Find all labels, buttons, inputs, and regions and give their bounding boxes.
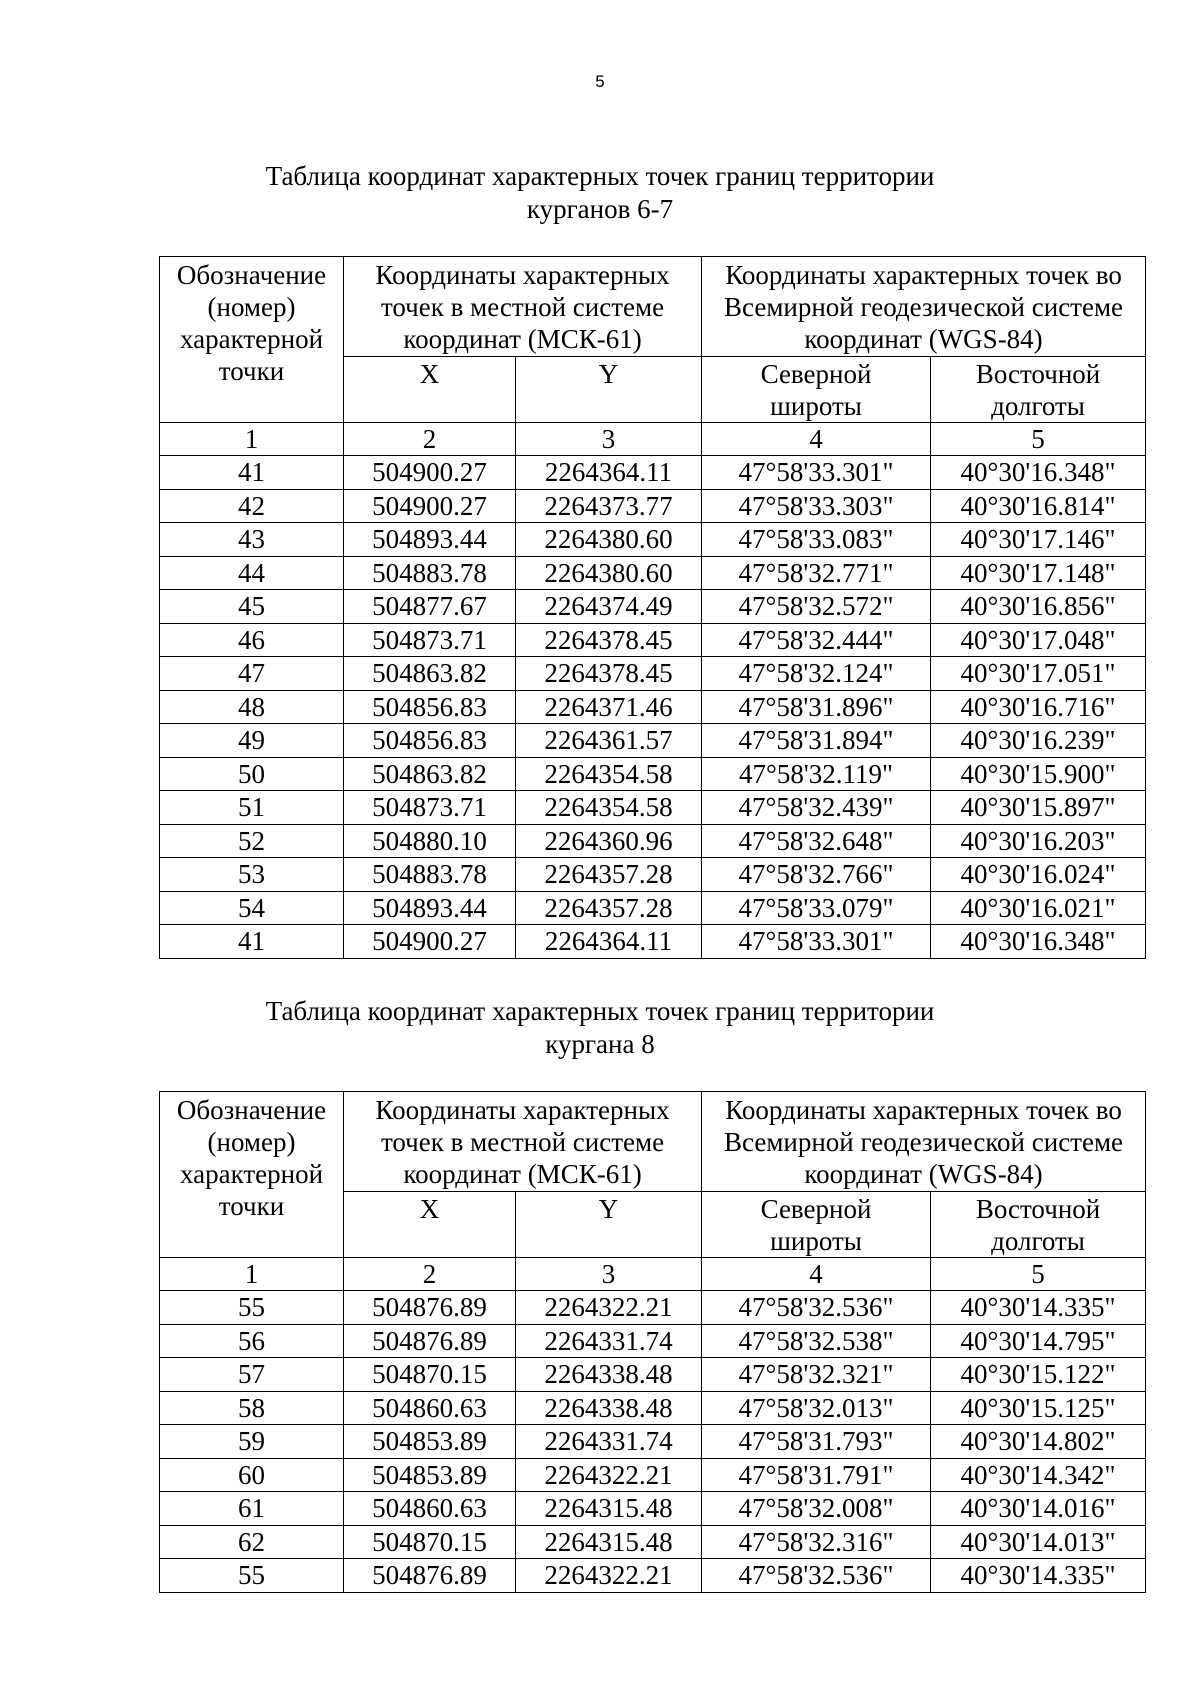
x-coordinate: 504870.15 [344,1358,516,1392]
column-number: 3 [516,1258,702,1291]
table-row [160,1525,1146,1559]
longitude: 40°30'16.239" [931,724,1146,758]
caption-line: кургана 8 [545,1029,655,1059]
longitude: 40°30'15.125" [931,1391,1146,1425]
y-coordinate: 2264322.21 [516,1291,702,1325]
y-coordinate: 2264360.96 [516,824,702,858]
caption-line: Таблица координат характерных точек границ территории [265,161,935,191]
page-number: 5 [595,72,605,91]
table-row [160,858,1146,892]
x-coordinate: 504856.83 [344,690,516,724]
longitude: 40°30'14.013" [931,1525,1146,1559]
longitude: 40°30'16.021" [931,891,1146,925]
longitude: 40°30'17.146" [931,523,1146,557]
x-coordinate: 504880.10 [344,824,516,858]
longitude: 40°30'16.856" [931,590,1146,624]
table-row [160,925,1146,959]
latitude: 47°58'32.013" [702,1391,931,1425]
y-coordinate: 2264357.28 [516,858,702,892]
y-coordinate: 2264354.58 [516,757,702,791]
longitude: 40°30'14.342" [931,1458,1146,1492]
table-row [160,1291,1146,1325]
caption-line: Таблица координат характерных точек границ территории [265,996,935,1026]
point-number: 46 [160,623,344,657]
header-latitude: Северной широты [702,357,931,423]
point-number: 61 [160,1492,344,1526]
column-number-row [160,423,1146,456]
table-row [160,1458,1146,1492]
table-caption [0,160,1200,226]
longitude: 40°30'16.814" [931,489,1146,523]
point-number: 45 [160,590,344,624]
longitude: 40°30'17.048" [931,623,1146,657]
longitude: 40°30'15.897" [931,791,1146,825]
table-row [160,523,1146,557]
column-number: 2 [344,423,516,456]
longitude: 40°30'16.348" [931,456,1146,490]
longitude: 40°30'15.900" [931,757,1146,791]
y-coordinate: 2264322.21 [516,1559,702,1593]
table-row [160,623,1146,657]
table-row [160,556,1146,590]
y-coordinate: 2264378.45 [516,657,702,691]
coordinates-table [159,256,1146,959]
header-latitude: Северной широты [702,1192,931,1258]
point-number: 50 [160,757,344,791]
x-coordinate: 504873.71 [344,791,516,825]
longitude: 40°30'14.795" [931,1324,1146,1358]
y-coordinate: 2264322.21 [516,1458,702,1492]
latitude: 47°58'33.083" [702,523,931,557]
x-coordinate: 504893.44 [344,523,516,557]
latitude: 47°58'33.303" [702,489,931,523]
y-coordinate: 2264364.11 [516,925,702,959]
table-body [160,1258,1146,1593]
table-row [160,489,1146,523]
x-coordinate: 504900.27 [344,456,516,490]
x-coordinate: 504876.89 [344,1291,516,1325]
header-point-designation: Обозначение (номер) характерной точки [160,1092,344,1258]
latitude: 47°58'32.538" [702,1324,931,1358]
longitude: 40°30'16.203" [931,824,1146,858]
point-number: 59 [160,1425,344,1459]
table-row [160,456,1146,490]
longitude: 40°30'14.335" [931,1559,1146,1593]
table-row [160,1425,1146,1459]
x-coordinate: 504893.44 [344,891,516,925]
latitude: 47°58'32.572" [702,590,931,624]
point-number: 53 [160,858,344,892]
header-x: X [344,1192,516,1258]
latitude: 47°58'31.894" [702,724,931,758]
y-coordinate: 2264373.77 [516,489,702,523]
point-number: 52 [160,824,344,858]
table-row [160,657,1146,691]
table-row [160,690,1146,724]
x-coordinate: 504860.63 [344,1492,516,1526]
column-number: 5 [931,423,1146,456]
longitude: 40°30'14.016" [931,1492,1146,1526]
table-row [160,824,1146,858]
x-coordinate: 504863.82 [344,757,516,791]
x-coordinate: 504900.27 [344,489,516,523]
coordinates-table [159,1091,1146,1593]
point-number: 58 [160,1391,344,1425]
y-coordinate: 2264315.48 [516,1492,702,1526]
table-row [160,1324,1146,1358]
latitude: 47°58'32.648" [702,824,931,858]
point-number: 43 [160,523,344,557]
longitude: 40°30'17.051" [931,657,1146,691]
table-caption [0,995,1200,1061]
y-coordinate: 2264338.48 [516,1358,702,1392]
longitude: 40°30'16.024" [931,858,1146,892]
longitude: 40°30'14.335" [931,1291,1146,1325]
x-coordinate: 504900.27 [344,925,516,959]
y-coordinate: 2264371.46 [516,690,702,724]
table-row [160,757,1146,791]
point-number: 55 [160,1559,344,1593]
latitude: 47°58'31.791" [702,1458,931,1492]
table-body [160,423,1146,959]
point-number: 41 [160,925,344,959]
header-local-coordinates: Координаты характерных точек в местной системе координат (МСК-61) [344,257,702,357]
table-row [160,1559,1146,1593]
x-coordinate: 504856.83 [344,724,516,758]
latitude: 47°58'32.536" [702,1559,931,1593]
latitude: 47°58'31.896" [702,690,931,724]
point-number: 48 [160,690,344,724]
longitude: 40°30'17.148" [931,556,1146,590]
column-number: 2 [344,1258,516,1291]
longitude: 40°30'14.802" [931,1425,1146,1459]
x-coordinate: 504853.89 [344,1425,516,1459]
longitude: 40°30'16.716" [931,690,1146,724]
latitude: 47°58'32.444" [702,623,931,657]
latitude: 47°58'32.119" [702,757,931,791]
point-number: 44 [160,556,344,590]
latitude: 47°58'33.301" [702,456,931,490]
table-row [160,791,1146,825]
y-coordinate: 2264354.58 [516,791,702,825]
y-coordinate: 2264315.48 [516,1525,702,1559]
y-coordinate: 2264378.45 [516,623,702,657]
point-number: 56 [160,1324,344,1358]
longitude: 40°30'15.122" [931,1358,1146,1392]
table-row [160,1492,1146,1526]
point-number: 55 [160,1291,344,1325]
y-coordinate: 2264338.48 [516,1391,702,1425]
latitude: 47°58'32.124" [702,657,931,691]
column-number: 3 [516,423,702,456]
y-coordinate: 2264364.11 [516,456,702,490]
header-wgs-coordinates: Координаты характерных точек во Всемирной геодезической системе координат (WGS-84) [702,257,1146,357]
point-number: 51 [160,791,344,825]
header-y: Y [516,1192,702,1258]
latitude: 47°58'32.008" [702,1492,931,1526]
y-coordinate: 2264331.74 [516,1324,702,1358]
column-number-row [160,1258,1146,1291]
y-coordinate: 2264361.57 [516,724,702,758]
latitude: 47°58'32.321" [702,1358,931,1392]
point-number: 62 [160,1525,344,1559]
latitude: 47°58'31.793" [702,1425,931,1459]
header-point-designation: Обозначение (номер) характерной точки [160,257,344,423]
y-coordinate: 2264374.49 [516,590,702,624]
table-row [160,891,1146,925]
latitude: 47°58'33.301" [702,925,931,959]
column-number: 5 [931,1258,1146,1291]
y-coordinate: 2264380.60 [516,523,702,557]
x-coordinate: 504863.82 [344,657,516,691]
caption-line: курганов 6-7 [526,194,674,224]
y-coordinate: 2264331.74 [516,1425,702,1459]
x-coordinate: 504876.89 [344,1324,516,1358]
table-row [160,1358,1146,1392]
header-local-coordinates: Координаты характерных точек в местной системе координат (МСК-61) [344,1092,702,1192]
x-coordinate: 504876.89 [344,1559,516,1593]
point-number: 42 [160,489,344,523]
point-number: 60 [160,1458,344,1492]
point-number: 47 [160,657,344,691]
header-longitude: Восточной долготы [931,357,1146,423]
point-number: 49 [160,724,344,758]
latitude: 47°58'33.079" [702,891,931,925]
longitude: 40°30'16.348" [931,925,1146,959]
column-number: 1 [160,423,344,456]
x-coordinate: 504860.63 [344,1391,516,1425]
point-number: 57 [160,1358,344,1392]
x-coordinate: 504883.78 [344,556,516,590]
y-coordinate: 2264357.28 [516,891,702,925]
table-row [160,590,1146,624]
table-row [160,1391,1146,1425]
x-coordinate: 504873.71 [344,623,516,657]
latitude: 47°58'32.771" [702,556,931,590]
y-coordinate: 2264380.60 [516,556,702,590]
column-number: 4 [702,423,931,456]
x-coordinate: 504853.89 [344,1458,516,1492]
point-number: 41 [160,456,344,490]
column-number: 4 [702,1258,931,1291]
latitude: 47°58'32.439" [702,791,931,825]
x-coordinate: 504883.78 [344,858,516,892]
point-number: 54 [160,891,344,925]
latitude: 47°58'32.316" [702,1525,931,1559]
header-longitude: Восточной долготы [931,1192,1146,1258]
table-row [160,724,1146,758]
latitude: 47°58'32.766" [702,858,931,892]
header-wgs-coordinates: Координаты характерных точек во Всемирной геодезической системе координат (WGS-84) [702,1092,1146,1192]
header-y: Y [516,357,702,423]
header-x: X [344,357,516,423]
column-number: 1 [160,1258,344,1291]
x-coordinate: 504870.15 [344,1525,516,1559]
latitude: 47°58'32.536" [702,1291,931,1325]
x-coordinate: 504877.67 [344,590,516,624]
